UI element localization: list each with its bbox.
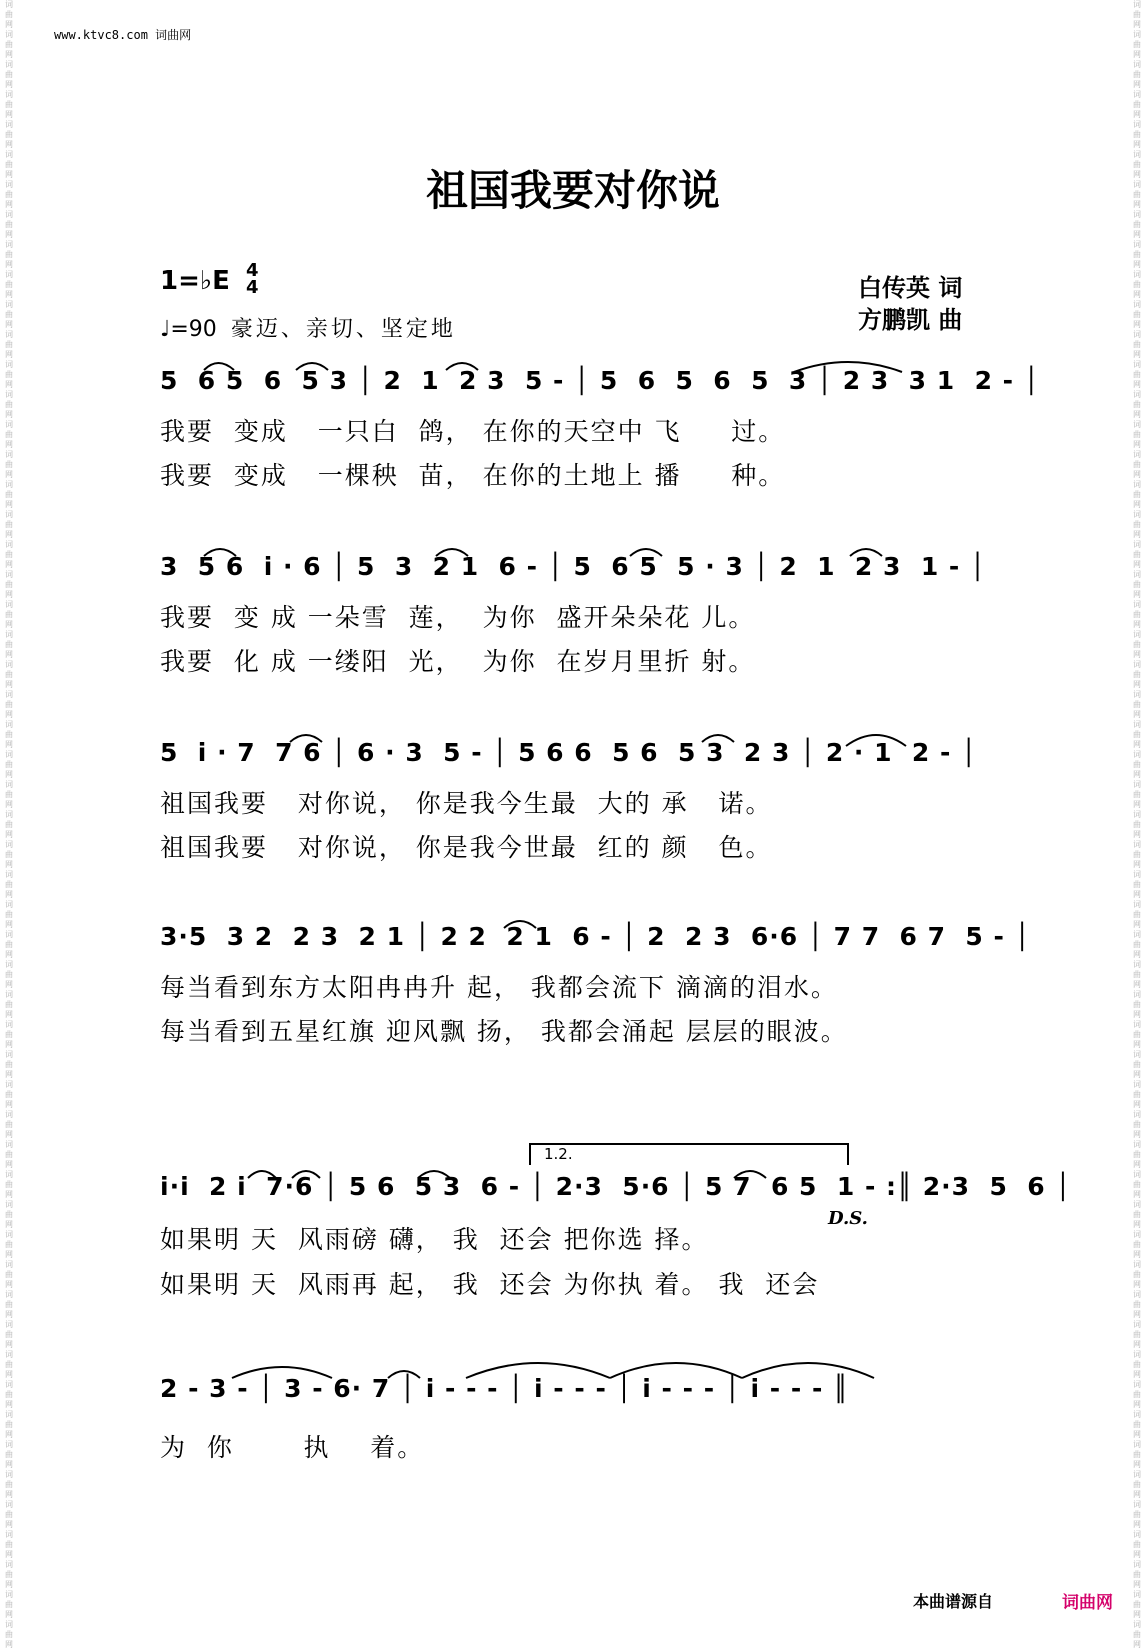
notation-line-4: 3·5 3 2 2 3 2 1 │ 2 2 2 1 6 - │ 2 2 3 6·6 │ 7 7 6 7 5 - │ — [160, 922, 1031, 951]
notation-line-6: 2 - 3 - │ 3 - 6· 7 │ i - - - │ i - - - │ i - - - │ i - - - ║ — [160, 1374, 850, 1403]
brand-logo[interactable]: 词曲网 — [1062, 1593, 1113, 1613]
site-url[interactable]: www.ktvc8.com 词曲网 — [54, 28, 192, 42]
time-signature — [246, 262, 259, 296]
lyric-line-6: 为 你 执 着。 — [160, 1433, 425, 1462]
key-signature: 1=♭E — [160, 266, 230, 296]
lyricist-credit: 白传英 词 — [858, 274, 963, 302]
edge-watermark-left: 词曲网 词曲网 词曲网 词曲网 词曲网 词曲网 词曲网 词曲网 词曲网 词曲网 词曲网 词曲网 词曲网 词曲网 词曲网 词曲网 词曲网 词曲网 词曲网 词曲网 词曲网 词曲网 词曲网 词曲网 词曲网 词曲网 词曲网 词曲网 词曲网 词曲网 词曲网 词曲网 词曲网 词曲网 词曲网 词曲网 词曲网 词曲网 词曲网 词曲网 词曲网 词曲网 词曲网 词曲网 词曲网 词曲网 词曲网 词曲网 词曲网 词曲网 词曲网 词曲网 词曲网 词曲网 词曲网 — [5, 0, 13, 1649]
notation-line-5: i·i 2 i 7·6 │ 5 6 5 3 6 - │ 2·3 5·6 │ 5 7 6 5 1 - :║ 2·3 5 6 │ — [160, 1172, 1072, 1201]
tempo-value: ♩=90 — [160, 317, 217, 342]
lyric-line-2b: 我要 化 成 一缕阳 光， 为你 在岁月里折 射。 — [160, 647, 756, 676]
volta-label: 1.2. — [544, 1145, 573, 1163]
notation-line-1: 5 6 5 6 5 3 │ 2 1 2 3 5 - │ 5 6 5 6 5 3 │ 2 3 3 1 2 - │ — [160, 366, 1040, 395]
meter-top: 4 — [246, 260, 259, 281]
lyric-line-2a: 我要 变 成 一朵雪 莲， 为你 盛开朵朵花 儿。 — [160, 603, 756, 632]
tempo-marking — [160, 312, 456, 343]
lyric-line-3a: 祖国我要 对你说， 你是我今生最 大的 承 诺。 — [160, 789, 773, 818]
mood-text: 豪迈、亲切、坚定地 — [230, 317, 456, 342]
composer-credit: 方鹏凯 曲 — [858, 306, 963, 334]
edge-watermark-right: 词曲网 词曲网 词曲网 词曲网 词曲网 词曲网 词曲网 词曲网 词曲网 词曲网 词曲网 词曲网 词曲网 词曲网 词曲网 词曲网 词曲网 词曲网 词曲网 词曲网 词曲网 词曲网 词曲网 词曲网 词曲网 词曲网 词曲网 词曲网 词曲网 词曲网 词曲网 词曲网 词曲网 词曲网 词曲网 词曲网 词曲网 词曲网 词曲网 词曲网 词曲网 词曲网 词曲网 词曲网 词曲网 词曲网 词曲网 词曲网 词曲网 词曲网 词曲网 词曲网 词曲网 词曲网 词曲网 — [1133, 0, 1141, 1649]
lyric-line-1a: 我要 变成 一只白 鸽， 在你的天空中 飞 过。 — [160, 417, 786, 446]
credits — [858, 272, 962, 336]
lyric-line-4b: 每当看到五星红旗 迎风飘 扬， 我都会涌起 层层的眼波。 — [160, 1017, 848, 1046]
lyric-line-4a: 每当看到东方太阳冉冉升 起， 我都会流下 滴滴的泪水。 — [160, 973, 838, 1002]
notation-line-2: 3 5 6 i · 6 │ 5 3 2 1 6 - │ 5 6 5 5 · 3 │ 2 1 2 3 1 - │ — [160, 552, 987, 581]
lyric-line-5b: 如果明 天 风雨再 起， 我 还会 为你执 着。 我 还会 — [160, 1270, 820, 1299]
ds-marking: D.S. — [828, 1208, 868, 1229]
lyric-line-3b: 祖国我要 对你说， 你是我今世最 红的 颜 色。 — [160, 833, 773, 862]
lyric-line-5a: 如果明 天 风雨磅 礴， 我 还会 把你选 择。 — [160, 1225, 709, 1254]
lyric-line-1b: 我要 变成 一棵秧 苗， 在你的土地上 播 种。 — [160, 461, 786, 490]
volta-bracket — [529, 1143, 849, 1165]
song-title: 祖国我要对你说 — [425, 166, 720, 215]
notation-line-3: 5 i · 7 7 6 │ 6 · 3 5 - │ 5 6 6 5 6 5 3 2 3 │ 2 · 1 2 - │ — [160, 738, 978, 767]
source-label: 本曲谱源自 — [913, 1592, 994, 1611]
meter-bottom: 4 — [246, 277, 259, 298]
